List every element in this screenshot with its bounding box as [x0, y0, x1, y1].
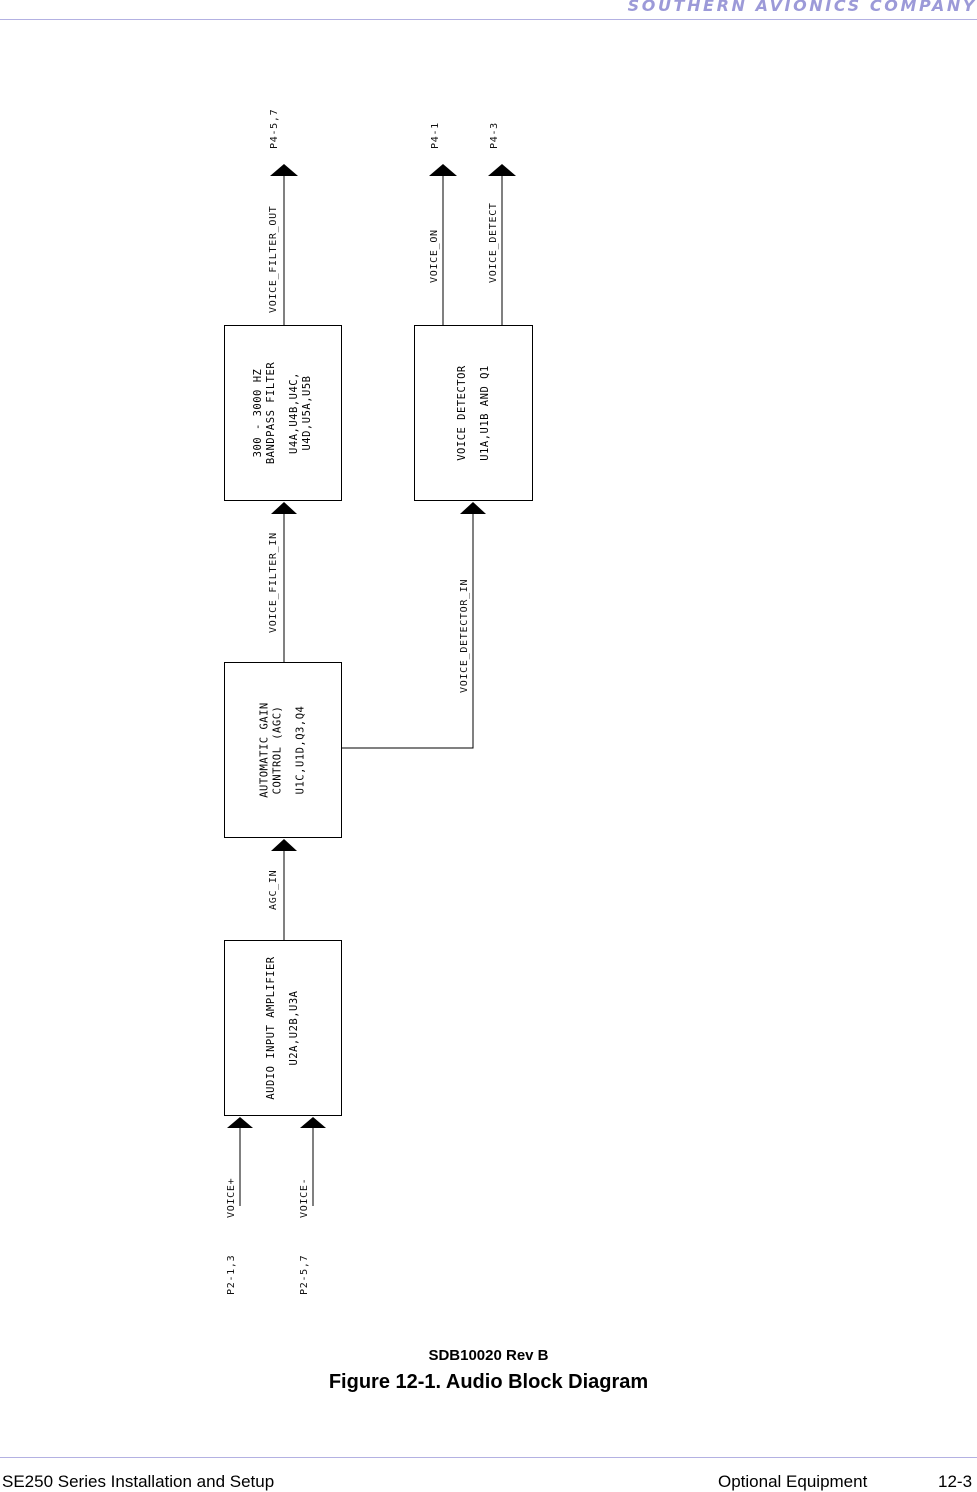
amplifier-block-text: [265, 941, 301, 1116]
signal-label-voice-filter-out: VOICE_FILTER_OUT: [268, 205, 279, 313]
filter-line-5: U4D,U5A,U5B: [301, 375, 313, 451]
detector-block-text: [456, 326, 492, 501]
signal-label-voice-filter-in: VOICE_FILTER_IN: [268, 532, 279, 633]
arrow-voice-detect: [488, 164, 516, 176]
drawing-number: SDB10020 Rev B: [428, 1347, 549, 1364]
connector-label-p4-1: P4-1: [430, 122, 441, 149]
footer-document-title: SE250 Series Installation and Setup: [2, 1472, 275, 1491]
filter-line-4: U4A,U4B,U4C,: [288, 372, 300, 454]
agc-line-2: CONTROL (AGC): [271, 705, 284, 795]
agc-block-text: [259, 663, 308, 838]
arrow-voice-minus: [300, 1117, 326, 1128]
filter-line-1: 300 - 3000 HZ: [252, 368, 264, 458]
arrow-voice-plus: [227, 1117, 253, 1128]
connector-label-p2-5-7: P2-5,7: [299, 1254, 310, 1295]
amplifier-line-3: U2A,U2B,U3A: [288, 990, 300, 1066]
audio-input-amplifier-block: [224, 940, 342, 1116]
agc-line-1: AUTOMATIC GAIN: [258, 702, 271, 798]
arrow-voice-filter-out: [270, 164, 298, 176]
agc-block: [224, 662, 342, 838]
detector-line-3: U1A,U1B AND Q1: [478, 365, 491, 461]
filter-line-2: BANDPASS FILTER: [265, 361, 277, 465]
signal-label-voice-detect: VOICE_DETECT: [488, 202, 499, 283]
footer-section-title: Optional Equipment: [718, 1472, 868, 1491]
connector-label-p2-1-3: P2-1,3: [226, 1254, 237, 1295]
signal-label-agc-in: AGC_IN: [268, 869, 279, 910]
footer-rule: [0, 1457, 977, 1458]
signal-label-voice-detector-in: VOICE_DETECTOR_IN: [459, 578, 470, 693]
voice-detector-block: [414, 325, 533, 501]
detector-line-1: VOICE DETECTOR: [455, 365, 468, 461]
figure-caption: Figure 12-1. Audio Block Diagram: [328, 1371, 649, 1393]
filter-block-text: [252, 326, 314, 501]
signal-label-voice-on: VOICE_ON: [429, 229, 440, 283]
arrow-voice-filter-in: [271, 502, 297, 514]
company-name: SOUTHERN AVIONICS COMPANY: [627, 0, 977, 15]
signal-label-voice-minus: VOICE-: [299, 1177, 310, 1218]
arrow-agc-in: [271, 839, 297, 851]
bandpass-filter-block: [224, 325, 342, 501]
connector-label-p4-5-7: P4-5,7: [269, 108, 280, 149]
wire-voice-detector-in: [342, 513, 473, 748]
connector-label-p4-3: P4-3: [489, 122, 500, 149]
agc-line-4: U1C,U1D,Q3,Q4: [294, 705, 307, 795]
arrow-voice-detector-in: [460, 502, 486, 514]
amplifier-line-1: AUDIO INPUT AMPLIFIER: [265, 956, 277, 1100]
signal-label-voice-plus: VOICE+: [226, 1177, 237, 1218]
arrow-voice-on: [429, 164, 457, 176]
footer-page-number: 12-3: [938, 1472, 973, 1491]
